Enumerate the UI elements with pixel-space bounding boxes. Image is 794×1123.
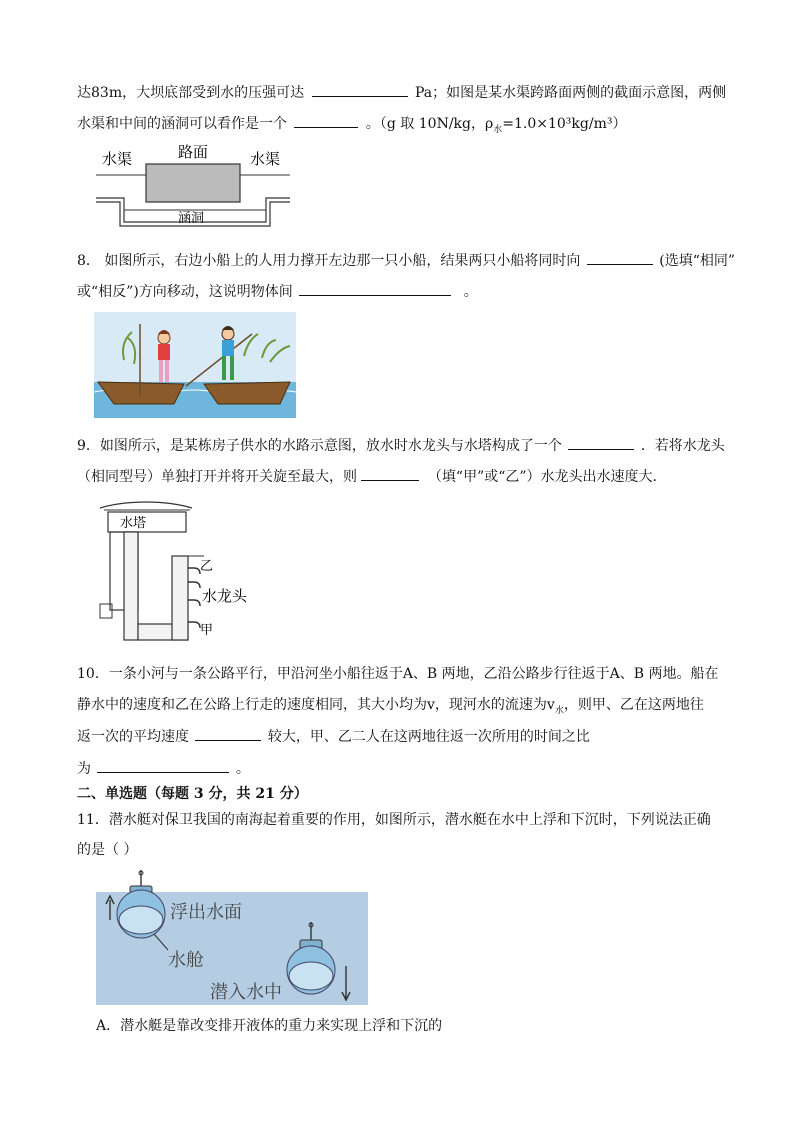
- channel-cross-section-figure: [94, 142, 294, 228]
- dive-label: 潜入水中: [210, 982, 282, 1003]
- faucet-label: 水龙头: [202, 587, 248, 605]
- answer-blank-ratio[interactable]: [97, 758, 229, 773]
- q11-line-2: 的是（ ）: [77, 842, 138, 858]
- answer-blank-device[interactable]: [568, 435, 634, 450]
- answer-blank-faucet[interactable]: [361, 466, 419, 481]
- water-tower-figure: [96, 500, 256, 645]
- submarine-figure: [96, 870, 368, 1005]
- faucet-jia-label: 甲: [200, 623, 214, 638]
- q10-line-2: 静水中的速度和乙在公路上行走的速度相同，其大小均为v，现河水的流速为$v_水$，则甲、乙在这两地往: [77, 697, 704, 716]
- boats-illustration: [94, 312, 296, 418]
- road-label: 路面: [178, 143, 209, 161]
- q7-line-1: 达83m，大坝底部受到水的压强可达 Pa；如图是某水渠跨路面两侧的截面示意图，两侧: [77, 82, 726, 103]
- tower-label: 水塔: [120, 516, 147, 531]
- q7-line-2: 水渠和中间的涵洞可以看作是一个 。（g 取 10N/kg，$\rho_水=1.0\times 10^3kg/m^3$）: [77, 113, 626, 140]
- q10-line-1: 10．一条小河与一条公路平行，甲沿河坐小船往返于A、B 两地，乙沿公路步行往返于A、B 两地。船在: [77, 666, 719, 682]
- q10-line-3: 返一次的平均速度 较大，甲、乙二人在这两地往返一次所用的时间之比: [77, 726, 590, 747]
- answer-blank-pressure[interactable]: [312, 82, 408, 97]
- answer-blank-direction[interactable]: [587, 250, 653, 265]
- answer-blank-speed[interactable]: [195, 726, 261, 741]
- q8-line-2: 或“相反”)方向移动，这说明物体间 。: [77, 281, 478, 302]
- q10-line-4: 为 。: [77, 758, 250, 779]
- tank-label: 水舱: [168, 950, 204, 971]
- q11-line-1: 11．潜水艇对保卫我国的南海起着重要的作用，如图所示，潜水艇在水中上浮和下沉时，下列说法正确: [77, 812, 711, 828]
- right-channel-label: 水渠: [250, 150, 281, 168]
- faucet-yi-label: 乙: [200, 559, 214, 574]
- left-channel-label: 水渠: [102, 150, 133, 168]
- section-heading: 二、单选题（每题 3 分，共 21 分）: [77, 786, 308, 802]
- q8-line-1: 8． 如图所示，右边小船上的人用力撑开左边那一只小船，结果两只小船将同时向 (选填“相同”: [77, 250, 735, 271]
- float-label: 浮出水面: [170, 902, 242, 923]
- answer-blank-vessel[interactable]: [294, 113, 358, 128]
- q9-line-2: （相同型号）单独打开并将开关旋至最大，则 （填“甲”或“乙”）水龙头出水速度大．: [77, 466, 667, 487]
- culvert-label: 涵洞: [178, 211, 205, 226]
- q9-line-1: 9．如图所示，是某栋房子供水的水路示意图，放水时水龙头与水塔构成了一个 ．若将水龙头: [77, 435, 725, 456]
- option-a[interactable]: A．潜水艇是靠改变排开液体的重力来实现上浮和下沉的: [96, 1018, 443, 1034]
- answer-blank-force[interactable]: [299, 281, 451, 296]
